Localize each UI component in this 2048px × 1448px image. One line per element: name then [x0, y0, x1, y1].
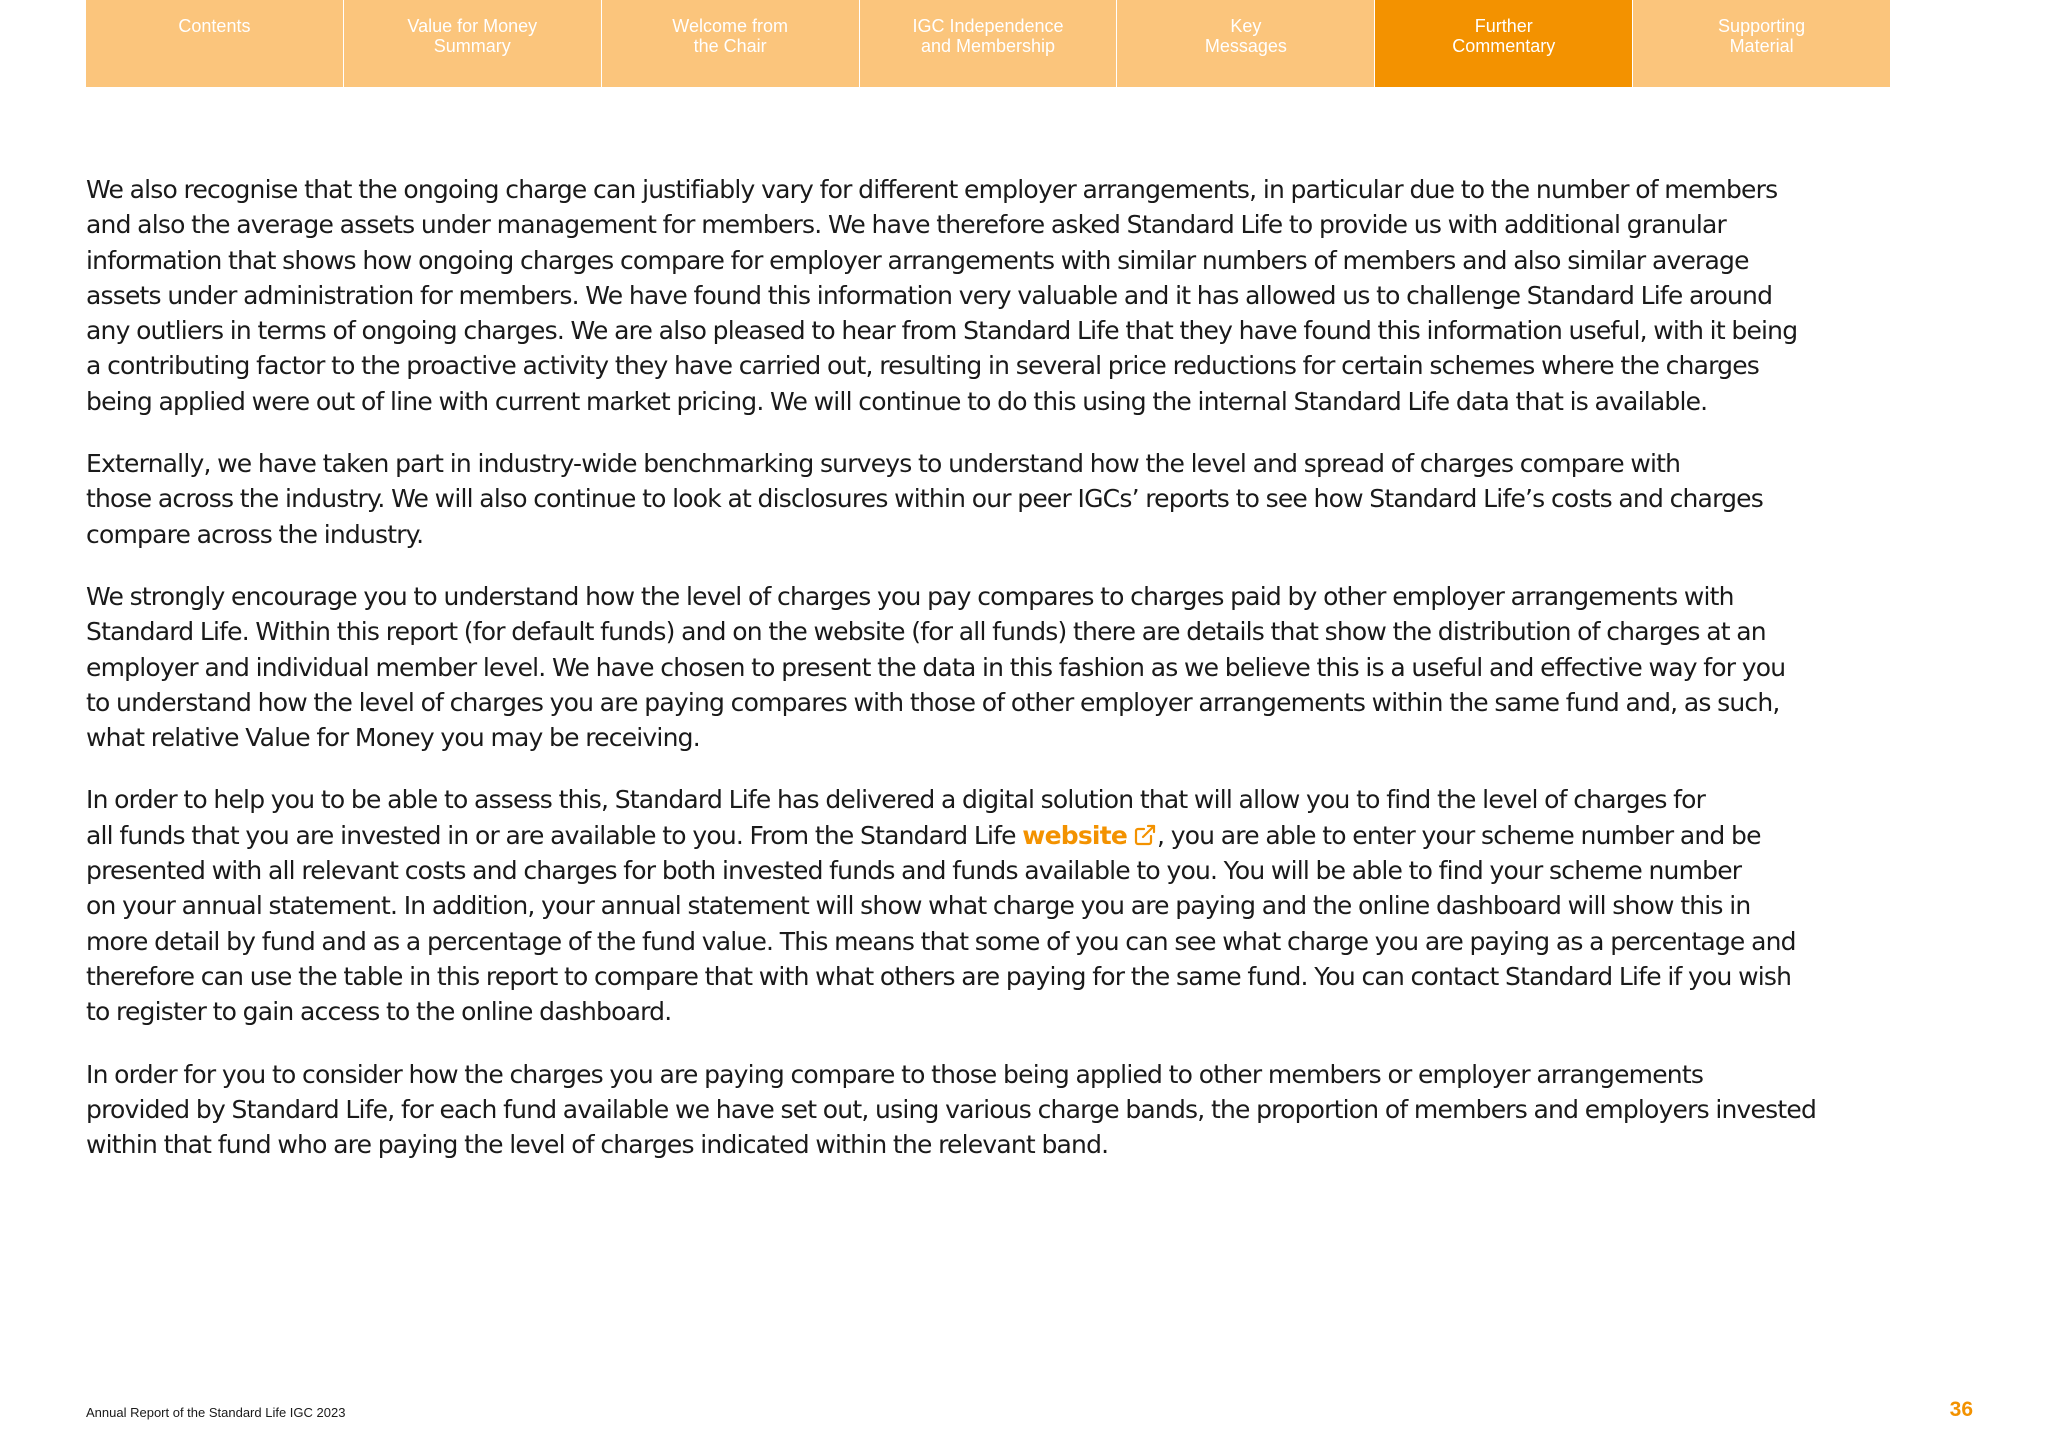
text-line: In order to help you to be able to assess this, Standard Life has delivered a digital solution that will allow you to find the level of charges for: [86, 785, 1706, 815]
text-line: We also recognise that the ongoing charge can justifiably vary for different employer arrangements, in particular due to the number of members: [86, 175, 1778, 204]
paragraph-encourage-comparison: [86, 579, 2016, 755]
tab-label: Key Messages: [1204, 16, 1287, 56]
website-link[interactable]: [1022, 821, 1157, 850]
external-link-icon: [1133, 823, 1157, 847]
tab-label: Further Commentary: [1452, 16, 1556, 56]
paragraph-digital-solution: [86, 782, 2016, 1029]
text-line: being applied were out of line with current market pricing. We will continue to do this using the internal Standard Life data that is available.: [86, 386, 1708, 416]
tab-label: IGC Independence and Membership: [912, 16, 1064, 56]
tab-label: Supporting Material: [1718, 16, 1806, 56]
text-line: more detail by fund and as a percentage of the fund value. This means that some of you can see what charge you are paying as a percentage and: [86, 926, 1796, 956]
text-line: on your annual statement. In addition, your annual statement will show what charge you are paying and the online dashboard will show this in: [86, 891, 1751, 921]
footer-report-title: Annual Report of the Standard Life IGC 2023: [86, 1405, 346, 1420]
tab-contents[interactable]: [86, 0, 344, 87]
tab-label: Contents: [178, 16, 251, 36]
text-line: In order for you to consider how the charges you are paying compare to those being applied to other members or employer arrangements: [86, 1059, 1704, 1089]
text-line: to register to gain access to the online dashboard.: [86, 997, 672, 1027]
text-line: those across the industry. We will also continue to look at disclosures within our peer IGCs’ reports to see how Standard Life’s costs and charges: [86, 484, 1763, 514]
text-line: and also the average assets under management for members. We have therefore asked Standard Life to provide us with additional granular: [86, 210, 1726, 240]
text-line: employer and individual member level. We have chosen to present the data in this fashion as we believe this is a useful and effective way for you: [86, 652, 1786, 682]
text-line-with-link: [86, 818, 2016, 853]
paragraph-charge-bands: [86, 1057, 2016, 1163]
text-segment: all funds that you are invested in or are available to you. From the Standard Life: [86, 820, 1023, 850]
tab-supporting-material[interactable]: [1633, 0, 1890, 87]
text-line: therefore can use the table in this report to compare that with what others are paying for the same fund. You can contact Standard Life if you wish: [86, 961, 1792, 991]
text-line: provided by Standard Life, for each fund available we have set out, using various charge bands, the proportion of members and employers invested: [86, 1094, 1817, 1124]
tab-value-for-money-summary[interactable]: [344, 0, 602, 87]
page-number: 36: [1949, 1398, 1973, 1421]
text-line: Standard Life. Within this report (for default funds) and on the website (for all funds) there are details that show the distribution of charges at an: [86, 617, 1766, 647]
main-content: [86, 172, 2016, 1189]
tab-label: Value for Money Summary: [407, 16, 538, 56]
text-line: information that shows how ongoing charges compare for employer arrangements with similar numbers of members and also similar average: [86, 245, 1749, 275]
text-line: to understand how the level of charges you are paying compares with those of other employer arrangements within the same fund and, as such,: [86, 687, 1780, 717]
paragraph-external-benchmarking: [86, 446, 2016, 552]
text-line: what relative Value for Money you may be receiving.: [86, 723, 700, 753]
text-line: a contributing factor to the proactive activity they have carried out, resulting in several price reductions for certain schemes where the charges: [86, 351, 1760, 381]
top-navigation: [86, 0, 1890, 87]
text-line: compare across the industry.: [86, 519, 424, 549]
text-line: assets under administration for members. We have found this information very valuable and it has allowed us to challenge Standard Life around: [86, 280, 1773, 310]
text-line: Externally, we have taken part in industry-wide benchmarking surveys to understand how the level and spread of charges compare with: [86, 449, 1681, 479]
tab-label: Welcome from the Chair: [672, 16, 788, 56]
tab-welcome-from-the-chair[interactable]: [602, 0, 860, 87]
text-line: We strongly encourage you to understand how the level of charges you pay compares to charges paid by other employer arrangements with: [86, 581, 1734, 611]
tab-igc-independence-and-membership[interactable]: [860, 0, 1118, 87]
paragraph-internal-benchmarking: [86, 172, 2016, 419]
text-line: within that fund who are paying the level of charges indicated within the relevant band.: [86, 1130, 1109, 1160]
website-link-label: website: [1022, 820, 1127, 850]
tab-key-messages[interactable]: [1117, 0, 1375, 87]
text-line: presented with all relevant costs and charges for both invested funds and funds available to you. You will be able to find your scheme number: [86, 856, 1742, 886]
text-segment: , you are able to enter your scheme number and be: [1157, 820, 1761, 850]
tab-further-commentary[interactable]: [1375, 0, 1633, 87]
text-line: any outliers in terms of ongoing charges. We are also pleased to hear from Standard Life that they have found this information useful, with it being: [86, 316, 1798, 346]
